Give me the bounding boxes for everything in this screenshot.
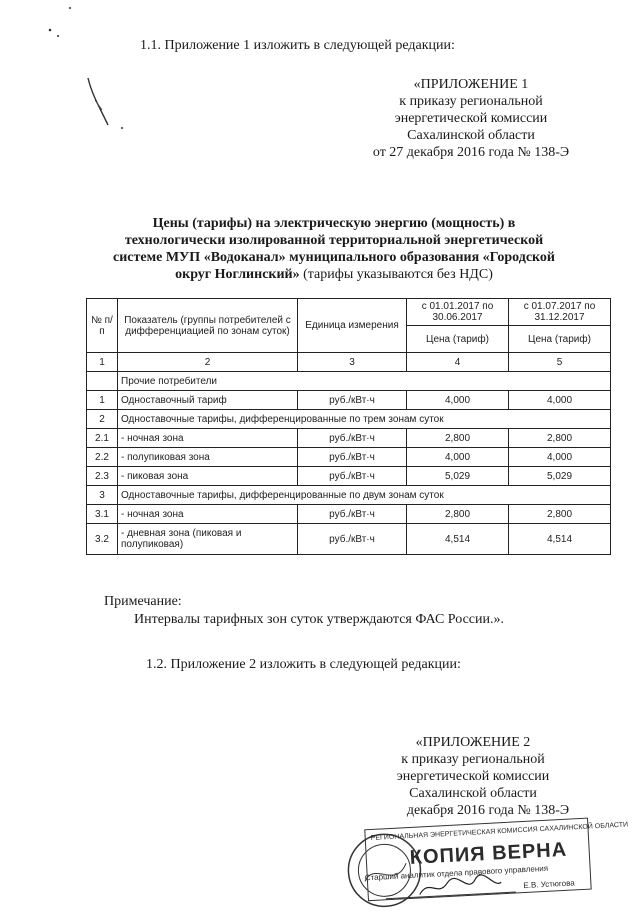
annex1-line2: к приказу региональной [399,94,543,109]
annex1-line5: от 27 декабря 2016 года № 138-Э [372,145,570,160]
annex2-line5: декабря 2016 года № 138-Э [406,803,570,818]
row-value: 4,514 [509,524,611,555]
annex2-header [338,734,608,819]
row-num: 3.2 [87,524,118,555]
row-name: - полупиковая зона [118,448,298,467]
table-row [87,429,611,448]
row-unit: руб./кВт·ч [298,448,407,467]
table-row [87,505,611,524]
annex1-line4: Сахалинской области [407,128,535,143]
stamp-position: Старший аналитик отдела правового управления [364,863,549,883]
stamp-org: РЕГИОНАЛЬНАЯ ЭНЕРГЕТИЧЕСКАЯ КОМИССИЯ САХАЛИНСКОЙ ОБЛАСТИ [370,821,629,843]
group-row [87,372,611,391]
table-row [87,467,611,486]
header-num: № п/п [87,299,118,353]
header-price1: Цена (тариф) [407,326,509,353]
row-num: 1 [87,391,118,410]
row-name: - ночная зона [118,505,298,524]
table-row [87,448,611,467]
header-price2: Цена (тариф) [509,326,611,353]
annex2-line3: энергетической комиссии [396,769,550,784]
row-value: 5,029 [407,467,509,486]
table-row [87,391,611,410]
col-number: 4 [407,353,509,372]
title-bold: Цены (тарифы) на электрическую энергию (мощность) в технологически изолированной территориальной энергетической системе МУП «Водоканал» муниципального образования «Городской округ Ноглинский» [112,216,555,282]
tariff-table [86,298,611,555]
row-unit: руб./кВт·ч [298,391,407,410]
title-plain: (тарифы указываются без НДС) [299,267,493,282]
table-header-row [87,299,611,326]
row-name: - пиковая зона [118,467,298,486]
table-row [87,524,611,555]
document-title [108,215,560,283]
row-value: 4,000 [509,391,611,410]
signature-icon [415,872,506,901]
row-value: 2,800 [407,429,509,448]
row-value: 4,000 [407,448,509,467]
section-label: Одноставочные тарифы, дифференцированные по трем зонам суток [118,410,611,429]
row-value: 4,514 [407,524,509,555]
section-row [87,410,611,429]
row-value: 4,000 [407,391,509,410]
row-value: 2,800 [509,429,611,448]
row-name: Одноставочный тариф [118,391,298,410]
row-num: 2 [87,410,118,429]
section-1-1-heading: 1.1. Приложение 1 изложить в следующей редакции: [140,38,455,53]
row-num: 2.3 [87,467,118,486]
annex2-line4: Сахалинской области [409,786,537,801]
header-period1: с 01.01.2017 по 30.06.2017 [407,299,509,326]
col-number: 1 [87,353,118,372]
row-name: - дневная зона (пиковая и полупиковая) [118,524,298,555]
header-indicator: Показатель (группы потребителей с дифференциацией по зонам суток) [118,299,298,353]
section-1-2-heading: 1.2. Приложение 2 изложить в следующей редакции: [146,657,461,672]
col-number: 3 [298,353,407,372]
row-value: 2,800 [407,505,509,524]
certification-stamp [342,816,629,905]
stamp-copy-text: КОПИЯ ВЕРНА [409,838,568,869]
row-unit: руб./кВт·ч [298,505,407,524]
annex1-header [336,76,606,161]
row-unit: руб./кВт·ч [298,467,407,486]
row-num: 3 [87,486,118,505]
row-name: - ночная зона [118,429,298,448]
row-unit: руб./кВт·ч [298,429,407,448]
annex2-line1: «ПРИЛОЖЕНИЕ 2 [415,735,531,750]
note-text: Интервалы тарифных зон суток утверждаются ФАС России.». [134,612,504,627]
column-numbers-row [87,353,611,372]
row-num: 2.2 [87,448,118,467]
stamp-signer-name: Е.В. Устюгова [523,878,575,891]
annex1-line1: «ПРИЛОЖЕНИЕ 1 [413,77,529,92]
group-label: Прочие потребители [118,372,611,391]
section-row [87,486,611,505]
row-num: 3.1 [87,505,118,524]
col-number: 2 [118,353,298,372]
annex2-line2: к приказу региональной [401,752,545,767]
row-value: 4,000 [509,448,611,467]
header-unit: Единица измерения [298,299,407,353]
section-label: Одноставочные тарифы, дифференцированные по двум зонам суток [118,486,611,505]
row-unit: руб./кВт·ч [298,524,407,555]
row-value: 5,029 [509,467,611,486]
col-number: 5 [509,353,611,372]
row-num: 2.1 [87,429,118,448]
note-label: Примечание: [104,594,182,609]
header-period2: с 01.07.2017 по 31.12.2017 [509,299,611,326]
row-value: 2,800 [509,505,611,524]
annex1-line3: энергетической комиссии [394,111,548,126]
